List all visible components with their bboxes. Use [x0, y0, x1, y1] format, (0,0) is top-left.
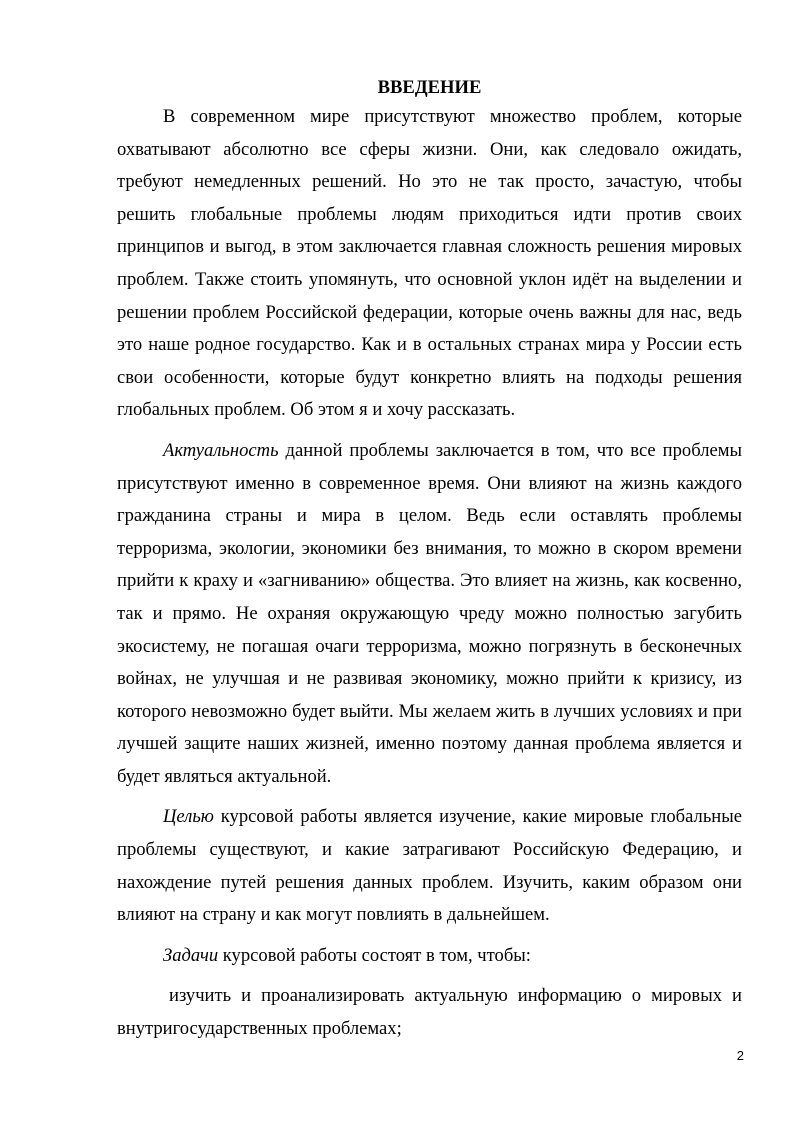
goal-lead: Целью — [163, 806, 214, 828]
goal-text: курсовой работы является изучение, какие мировые глобальные проблемы существуют, и какие затрагивают Российскую Федерацию, и нахождение путей решения данных проблем. Изучить, каким образом они влияют на страну и как могут повлиять в дальнейшем. — [117, 806, 742, 926]
tasks-paragraph — [117, 940, 742, 973]
list-item: изучить и проанализировать актуальную информацию о мировых и внутригосударственных проблемах; — [117, 985, 742, 1040]
tasks-lead: Задачи — [163, 944, 219, 966]
tasks-text: курсовой работы состоят в том, чтобы: — [218, 944, 531, 966]
relevance-paragraph — [117, 435, 742, 794]
relevance-lead: Актуальность — [163, 439, 279, 461]
intro-paragraph: В современном мире присутствуют множество проблем, которые охватывают абсолютно все сферы жизни. Они, как следовало ожидать, требуют немедленных решений. Но это не так просто, зачастую, чтобы решить глобальные проблемы людям приходиться идти против своих принципов и выгод, в этом заключается главная сложность решения мировых проблем. Также стоить упомянуть, что основной уклон идёт на выделении и решении проблем Российской федерации, которые очень важны для нас, ведь это наше родное государство. Как и в остальных странах мира у России есть свои особенности, которые будут конкретно влиять на подходы решения глобальных проблем. Об этом я и хочу рассказать. — [117, 106, 742, 421]
section-title: ВВЕДЕНИЕ — [377, 77, 482, 98]
page-number: 2 — [736, 1048, 744, 1063]
document-body — [117, 75, 742, 1046]
goal-paragraph — [117, 801, 742, 931]
relevance-text: данной проблемы заключается в том, что все проблемы присутствуют именно в современное время. Они влияют на жизнь каждого гражданина страны и мира в целом. Ведь если оставлять проблемы терроризма, экологии, экономики без внимания, то можно в скором времени прийти к краху и «загниванию» общества. Это влияет на жизнь, как косвенно, так и прямо. Не охраняя окружающую чреду можно полностью загубить экосистему, не погашая очаги терроризма, можно погрязнуть в бесконечных войнах, не улучшая и не развивая экономику, можно прийти к кризису, из которого невозможно будет выйти. Мы желаем жить в лучших условиях и при лучшей защите наших жизней, именно поэтому данная проблема является и будет являться актуальной. — [117, 439, 742, 787]
